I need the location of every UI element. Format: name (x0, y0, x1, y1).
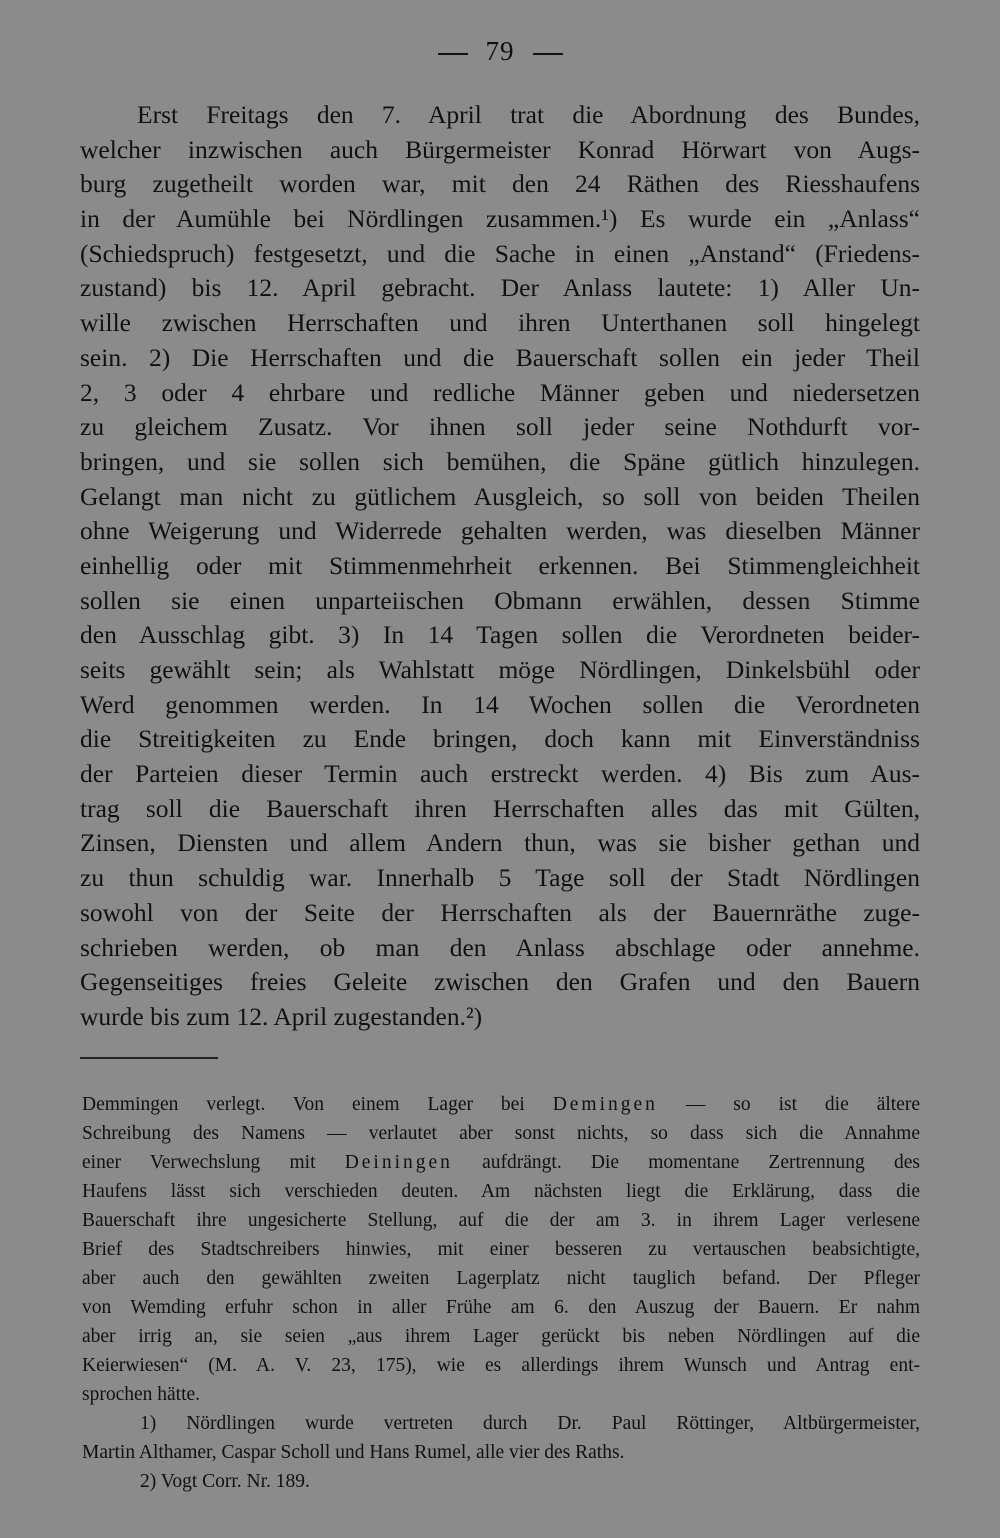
body-line: Zinsen, Diensten und allem Andern thun, was sie bisher gethan und (80, 828, 920, 858)
footnote-separator-rule (80, 1057, 218, 1059)
body-line: Erst Freitags den 7. April trat die Abordnung des Bundes, (137, 100, 920, 129)
footnote-spaced-placename: Demingen (552, 1094, 658, 1115)
footnote-continuation-line-last: sprochen hätte. (82, 1384, 201, 1405)
body-line: zu thun schuldig war. Innerhalb 5 Tage soll der Stadt Nördlingen (80, 863, 920, 893)
body-line: ohne Weigerung und Widerrede gehalten werden, was dieselben Männer (80, 516, 920, 546)
body-line: Gegenseitiges freies Geleite zwischen den Grafen und den Bauern (80, 967, 920, 997)
footnote-text: einer Verwechslung mit (82, 1152, 345, 1173)
page-number-dash-left (438, 53, 468, 55)
footnote-continuation-line: aber auch den gewählten zweiten Lagerplatz nicht tauglich befand. Der Pfleger (82, 1268, 920, 1289)
footnote-continuation-line: von Wemding erfuhr schon in aller Frühe am 6. den Auszug der Bauern. Er nahm (82, 1297, 920, 1318)
body-line: den Ausschlag gibt. 3) In 14 Tagen sollen die Verordneten beider- (80, 620, 920, 650)
footnote-continuation-line (82, 1148, 920, 1177)
body-line: trag soll die Bauerschaft ihren Herrschaften alles das mit Gülten, (80, 793, 920, 823)
footnote-continuation-line: aber irrig an, sie seien „aus ihrem Lager gerückt bis neben Nördlingen auf die (82, 1326, 920, 1347)
footnote-continuation-line: Keierwiesen“ (M. A. V. 23, 175), wie es allerdings ihrem Wunsch und Antrag ent- (82, 1355, 920, 1376)
footnote-text: aufdrängt. Die momentane Zertrennung des (452, 1152, 920, 1173)
body-line: zustand) bis 12. April gebracht. Der Anlass lautete: 1) Aller Un- (80, 273, 920, 303)
body-line: zu gleichem Zusatz. Vor ihnen soll jeder seine Nothdurft vor- (80, 412, 920, 442)
main-text-block (80, 98, 920, 1035)
footnote-continuation-line: Brief des Stadtschreibers hinwies, mit einer besseren zu vertauschen beabsichtigte, (82, 1239, 920, 1260)
footnote-2-line: 2) Vogt Corr. Nr. 189. (140, 1471, 310, 1492)
body-line: seits gewählt sein; als Wahlstatt möge Nördlingen, Dinkelsbühl oder (80, 655, 920, 684)
body-line: der Parteien dieser Termin auch erstreckt werden. 4) Bis zum Aus- (80, 759, 920, 789)
body-line-last: wurde bis zum 12. April zugestanden.²) (80, 1001, 483, 1031)
footnote-1-line-last: Martin Althamer, Caspar Scholl und Hans Rumel, alle vier des Raths. (82, 1442, 625, 1463)
footnote-continuation-line: Schreibung des Namens — verlautet aber sonst nichts, so dass sich die Annahme (82, 1123, 920, 1144)
footnote-continuation-line (82, 1090, 920, 1119)
body-line: bringen, und sie sollen sich bemühen, die Späne gütlich hinzulegen. (80, 446, 920, 476)
body-line: die Streitigkeiten zu Ende bringen, doch kann mit Einverständniss (80, 724, 920, 754)
body-line: Werd genommen werden. In 14 Wochen sollen die Verordneten (80, 689, 920, 719)
footnotes-block (82, 1090, 920, 1496)
body-line: welcher inzwischen auch Bürgermeister Konrad Hörwart von Augs- (80, 134, 920, 164)
body-line: sowohl von der Seite der Herrschaften als der Bauernräthe zuge- (80, 897, 920, 927)
page-number (0, 36, 1000, 67)
body-line: sollen sie einen unparteiischen Obmann erwählen, dessen Stimme (80, 585, 920, 615)
body-line: wille zwischen Herrschaften und ihren Unterthanen soll hingelegt (80, 308, 920, 338)
body-line: 2, 3 oder 4 ehrbare und redliche Männer geben und niedersetzen (80, 377, 920, 407)
body-line: einhellig oder mit Stimmenmehrheit erkennen. Bei Stimmengleichheit (80, 550, 920, 580)
body-line: sein. 2) Die Herrschaften und die Bauerschaft sollen ein jeder Theil (80, 342, 920, 372)
body-line: schrieben werden, ob man den Anlass abschlage oder annehme. (80, 932, 920, 962)
footnote-text: — so ist die ältere (657, 1094, 920, 1115)
footnote-text: Demmingen verlegt. Von einem Lager bei (82, 1094, 553, 1115)
body-line: (Schiedspruch) festgesetzt, und die Sache in einen „Anstand“ (Friedens- (80, 238, 920, 268)
footnote-continuation-line: Bauerschaft ihre ungesicherte Stellung, auf die der am 3. in ihrem Lager verlesene (82, 1210, 920, 1231)
body-line: in der Aumühle bei Nördlingen zusammen.¹) Es wurde ein „Anlass“ (80, 204, 920, 234)
body-line: Gelangt man nicht zu gütlichem Ausgleich, so soll von beiden Theilen (80, 481, 920, 511)
footnote-continuation-line: Haufens lässt sich verschieden deuten. Am nächsten liegt die Erklärung, dass die (82, 1181, 920, 1202)
footnote-spaced-placename: Deiningen (344, 1152, 453, 1173)
page-number-value: 79 (485, 36, 515, 66)
body-line: burg zugetheilt worden war, mit den 24 Räthen des Riesshaufens (80, 169, 920, 199)
page-number-dash-right (533, 53, 563, 55)
footnote-1-line: 1) Nördlingen wurde vertreten durch Dr. Paul Röttinger, Altbürgermeister, (140, 1413, 920, 1434)
